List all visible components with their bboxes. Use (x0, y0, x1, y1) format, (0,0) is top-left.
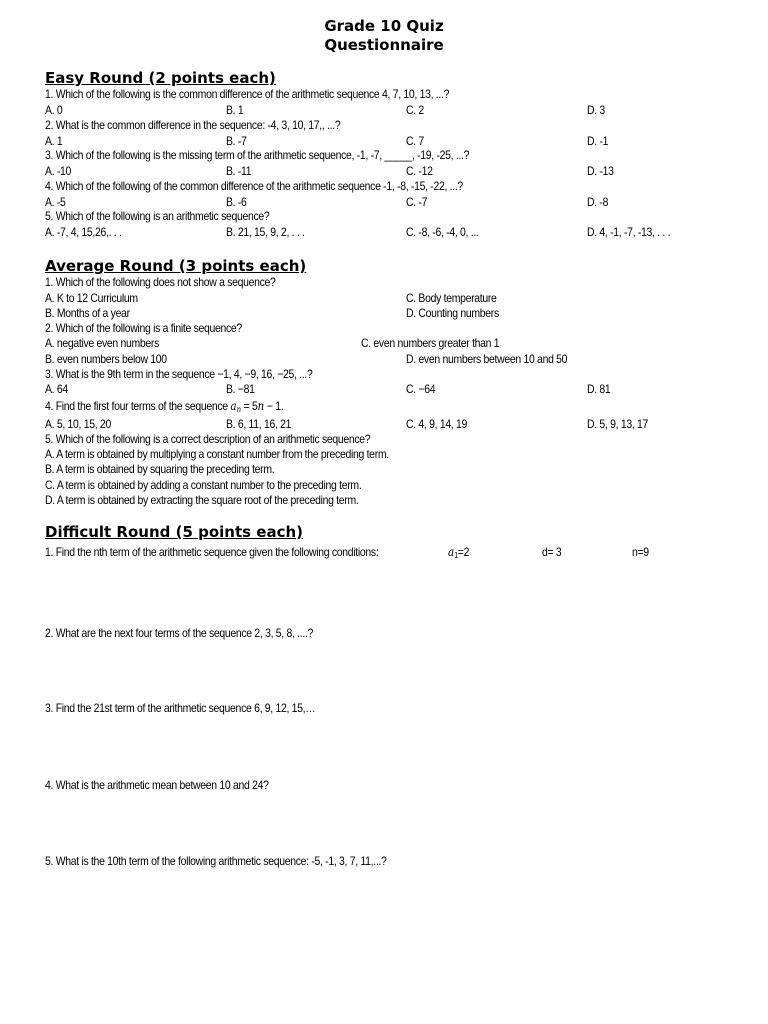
average-q5-option-d: D. A term is obtained by extracting the square root of the preceding term. (45, 493, 359, 507)
easy-q3-option-d: D. -13 (587, 164, 614, 178)
easy-q3-option-c: C. -12 (406, 164, 433, 178)
page-subtitle: Questionnaire (324, 36, 444, 54)
easy-q1-text: 1. Which of the following is the common difference of the arithmetic sequence 4, 7, 10, 13, ...? (45, 87, 450, 101)
average-q5-option-c: C. A term is obtained by adding a constant number to the preceding term. (45, 478, 362, 492)
easy-q5-option-b: B. 21, 15, 9, 2, . . . (226, 225, 305, 239)
easy-q4-text: 4. Which of the following of the common difference of the arithmetic sequence -1, -8, -15, -22, ...? (45, 179, 463, 193)
easy-q3-text: 3. Which of the following is the missing term of the arithmetic sequence, -1, -7, _____, -19, -25, ...? (45, 148, 470, 162)
average-q5-option-a: A. A term is obtained by multiplying a constant number from the preceding term. (45, 447, 389, 461)
average-q2-option-c: C. even numbers greater than 1 (361, 336, 500, 350)
easy-q2-text: 2. What is the common difference in the sequence: -4, 3, 10, 17,, ...? (45, 118, 341, 132)
easy-q2-option-a: A. 1 (45, 134, 63, 148)
average-q5-text: 5. Which of the following is a correct description of an arithmetic sequence? (45, 432, 371, 446)
easy-q2-option-c: C. 7 (406, 134, 424, 148)
average-q3-option-c: C. −64 (406, 382, 436, 396)
average-q1-option-a: A. K to 12 Curriculum (45, 291, 138, 305)
average-q3-option-a: A. 64 (45, 382, 68, 396)
easy-q3-option-a: A. -10 (45, 164, 72, 178)
easy-q2-option-d: D. -1 (587, 134, 609, 148)
difficult-q1-text: 1. Find the nth term of the arithmetic sequence given the following conditions: (45, 545, 379, 559)
easy-q5-text: 5. Which of the following is an arithmetic sequence? (45, 209, 270, 223)
page-title: Grade 10 Quiz (324, 17, 444, 35)
average-q3-option-b: B. −81 (226, 382, 255, 396)
average-q2-option-d: D. even numbers between 10 and 50 (406, 352, 568, 366)
average-q5-option-b: B. A term is obtained by squaring the preceding term. (45, 462, 275, 476)
average-q3-text: 3. What is the 9th term in the sequence −1, 4, −9, 16, −25, ...? (45, 367, 313, 381)
average-round-heading: Average Round (3 points each) (45, 257, 307, 275)
easy-q5-option-c: C. -8, -6, -4, 0, ... (406, 225, 479, 239)
difficult-q4-text: 4. What is the arithmetic mean between 10 and 24? (45, 778, 269, 792)
difficult-q2-text: 2. What are the next four terms of the sequence 2, 3, 5, 8, ....? (45, 626, 314, 640)
average-q4-option-b: B. 6, 11, 16, 21 (226, 417, 292, 431)
easy-round-heading: Easy Round (2 points each) (45, 69, 276, 87)
easy-q5-option-d: D. 4, -1, -7, -13, . . . (587, 225, 671, 239)
difficult-q3-text: 3. Find the 21st term of the arithmetic sequence 6, 9, 12, 15,… (45, 701, 316, 715)
average-q2-text: 2. Which of the following is a finite sequence? (45, 321, 242, 335)
easy-q1-option-a: A. 0 (45, 103, 63, 117)
difficult-q1-d: d= 3 (542, 545, 562, 559)
average-q2-option-a: A. negative even numbers (45, 336, 159, 350)
average-q2-option-b: B. even numbers below 100 (45, 352, 167, 366)
easy-q1-option-b: B. 1 (226, 103, 244, 117)
average-q1-option-b: B. Months of a year (45, 306, 130, 320)
difficult-q5-text: 5. What is the 10th term of the following arithmetic sequence: -5, -1, 3, 7, 11,...? (45, 854, 387, 868)
difficult-round-heading: Difficult Round (5 points each) (45, 523, 304, 541)
easy-q3-option-b: B. -11 (226, 164, 252, 178)
easy-q4-option-d: D. -8 (587, 195, 609, 209)
easy-q4-option-a: A. -5 (45, 195, 66, 209)
average-q4-option-a: A. 5, 10, 15, 20 (45, 417, 111, 431)
easy-q1-option-c: C. 2 (406, 103, 424, 117)
difficult-q1-n: n=9 (632, 545, 649, 559)
easy-q2-option-b: B. -7 (226, 134, 247, 148)
easy-q4-option-c: C. -7 (406, 195, 428, 209)
average-q4-option-d: D. 5, 9, 13, 17 (587, 417, 649, 431)
easy-q5-option-a: A. -7, 4, 15,26,. . . (45, 225, 122, 239)
average-q4-option-c: C. 4, 9, 14, 19 (406, 417, 468, 431)
average-q3-option-d: D. 81 (587, 382, 611, 396)
difficult-q1-a1: $a_1=2$ (448, 545, 470, 560)
average-q1-text: 1. Which of the following does not show a sequence? (45, 275, 276, 289)
average-q1-option-c: C. Body temperature (406, 291, 497, 305)
average-q4-text: 4. Find the first four terms of the sequence $a_n = 5n - 1$. (45, 399, 284, 414)
easy-q1-option-d: D. 3 (587, 103, 605, 117)
average-q1-option-d: D. Counting numbers (406, 306, 499, 320)
easy-q4-option-b: B. -6 (226, 195, 247, 209)
